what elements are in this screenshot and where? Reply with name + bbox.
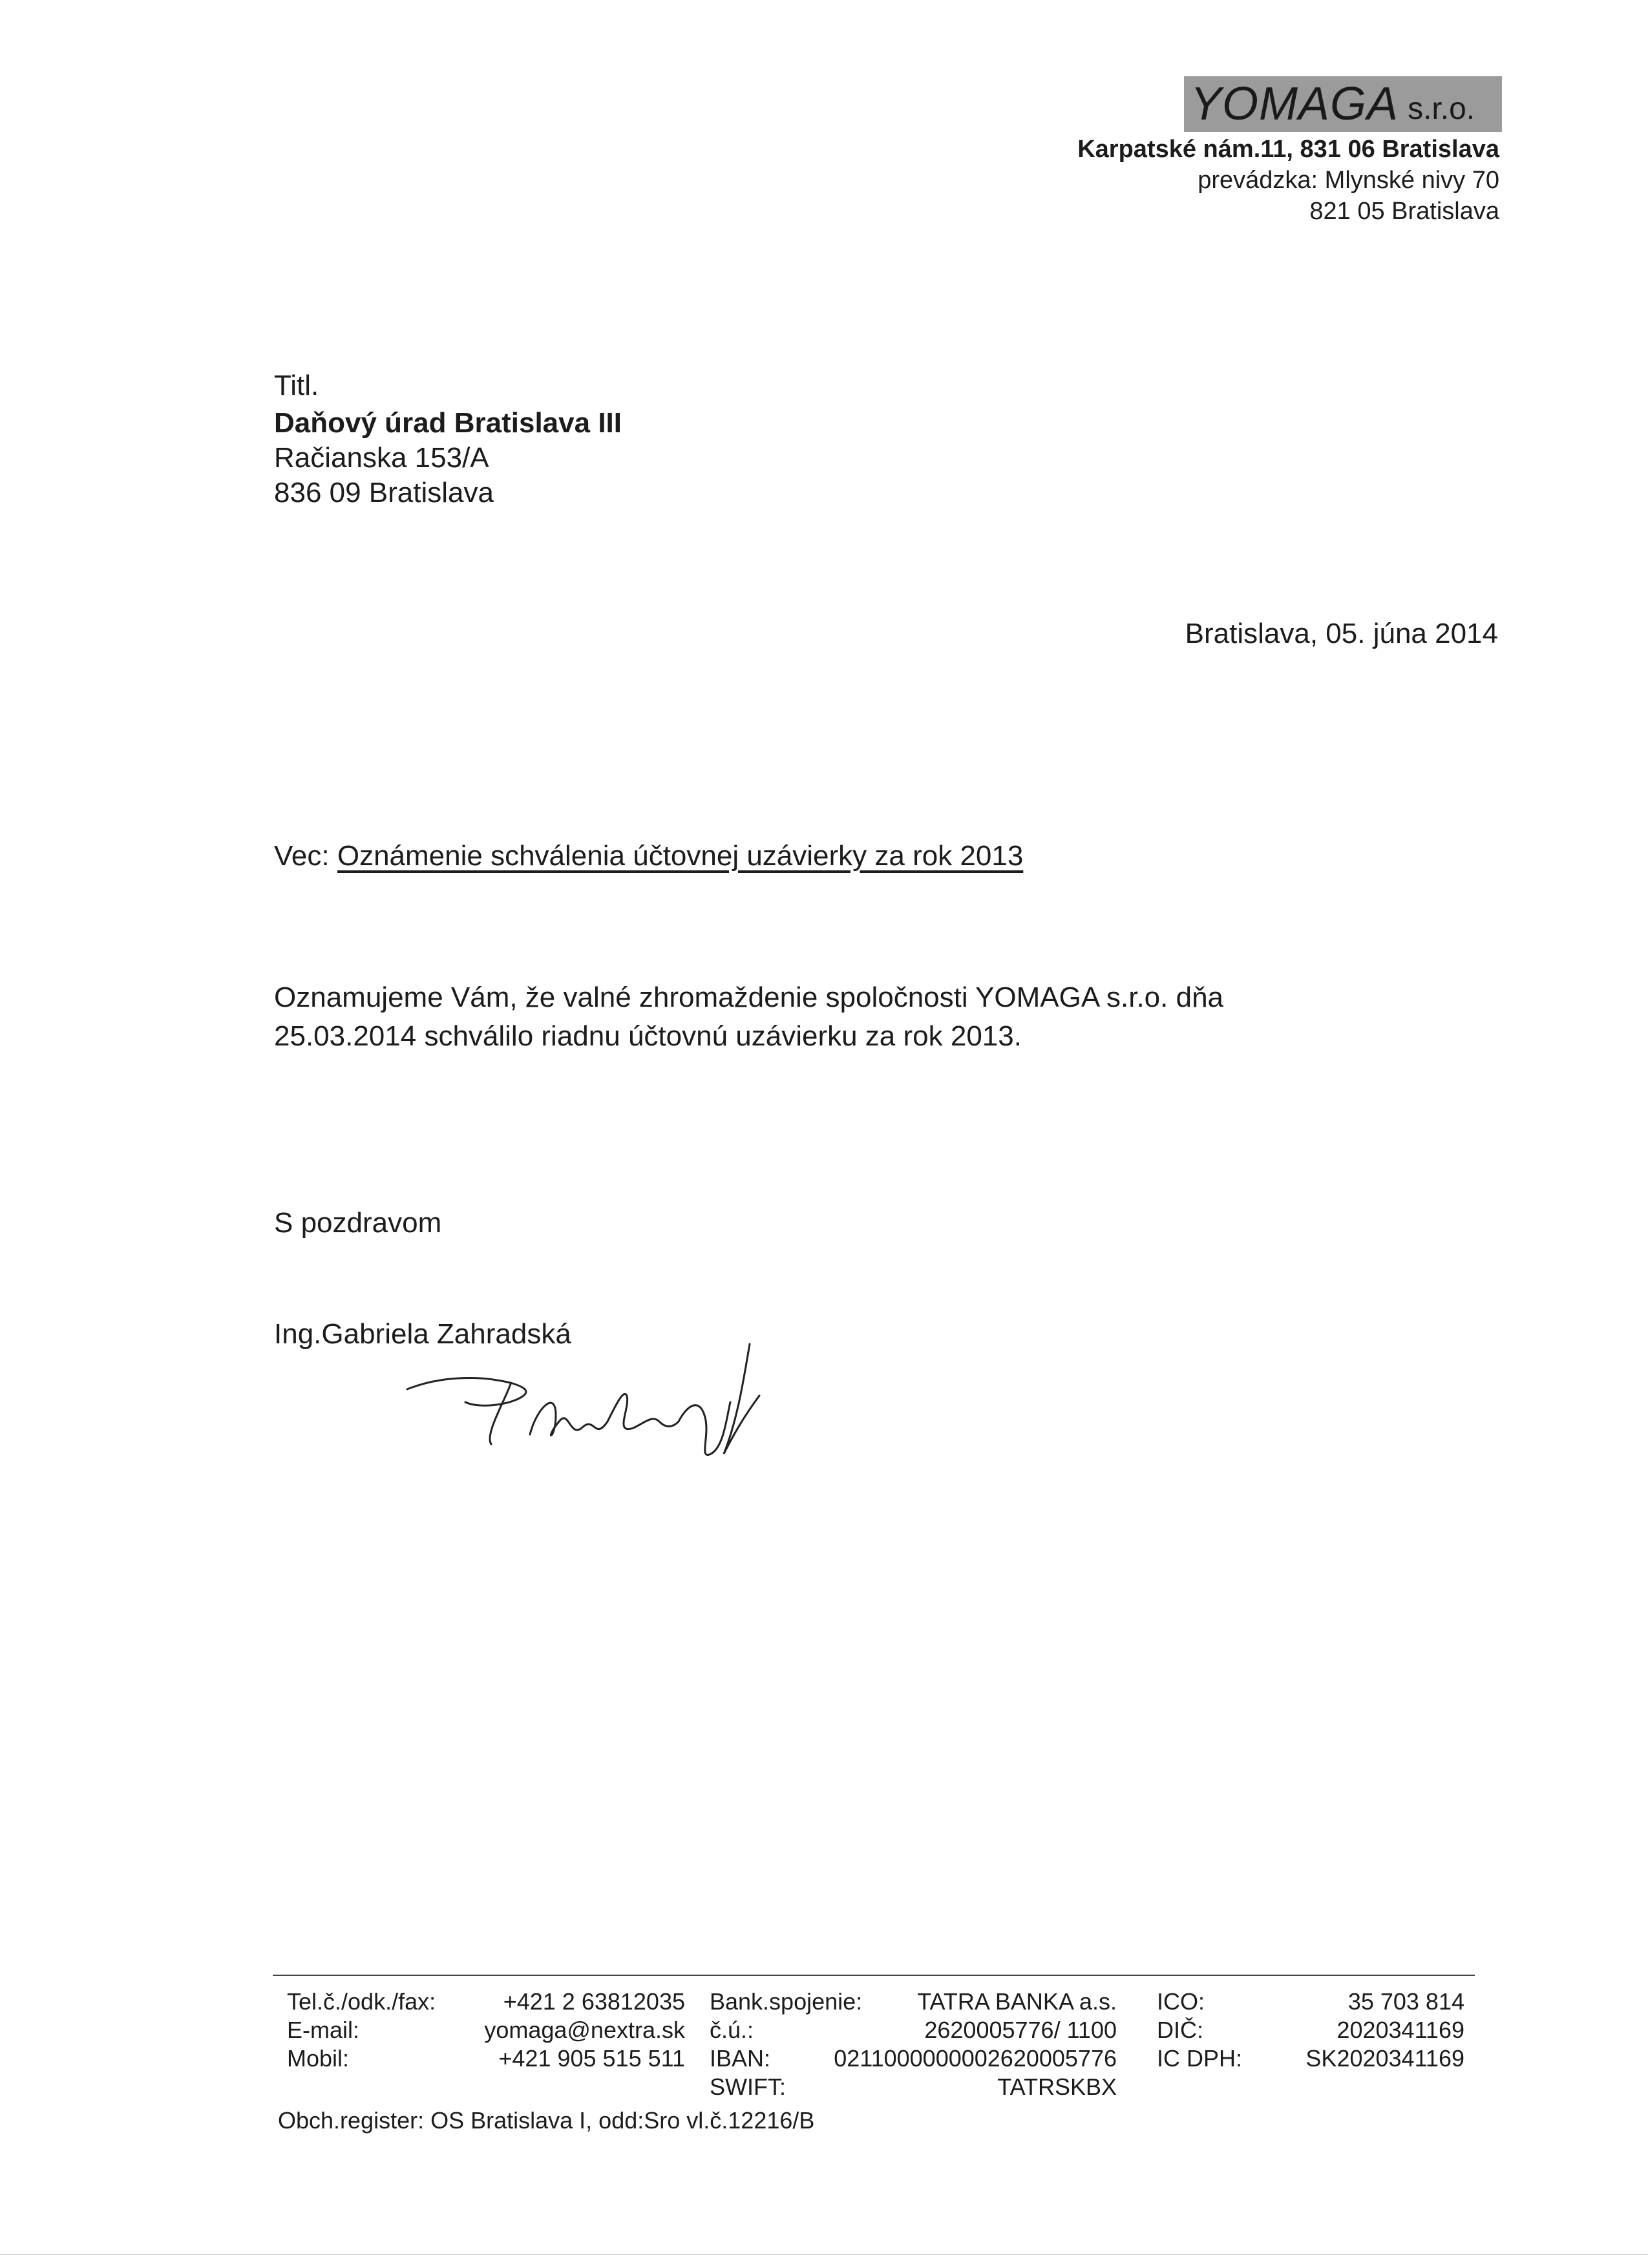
sender-address-line: prevádzka: Mlynské nivy 70 (1198, 167, 1499, 194)
footer-iban-value: 0211000000002620005776 (834, 2045, 1117, 2072)
footer-icdph-label: IC DPH: (1157, 2045, 1243, 2072)
footer-icdph-value: SK2020341169 (1305, 2045, 1464, 2072)
signer-name: Ing.Gabriela Zahradská (274, 1318, 571, 1350)
footer-dic-label: DIČ: (1157, 2017, 1203, 2043)
footer-email-value: yomaga@nextra.sk (484, 2017, 685, 2043)
footer-bank-label: Bank.spojenie: (710, 1988, 863, 2015)
footer-ico-label: ICO: (1157, 1988, 1205, 2015)
logo-name: YOMAGA (1190, 78, 1399, 130)
company-logo (1184, 76, 1502, 132)
footer-mobile-label: Mobil: (287, 2045, 350, 2072)
sender-address-line: Karpatské nám.11, 831 06 Bratislava (1077, 136, 1499, 163)
body-line: 25.03.2014 schválilo riadnu účtovnú uzávierku za rok 2013. (274, 1020, 1022, 1052)
footer-phone-label: Tel.č./odk./fax: (287, 1988, 436, 2015)
footer-email-label: E-mail: (287, 2017, 360, 2043)
recipient-street: Račianska 153/A (274, 442, 489, 474)
letter-body (274, 978, 1386, 1056)
footer-divider (273, 1975, 1475, 1976)
letter-date: Bratislava, 05. júna 2014 (1185, 618, 1498, 649)
footer-account-value: 2620005776/ 1100 (924, 2017, 1117, 2043)
recipient-name: Daňový úrad Bratislava III (274, 407, 622, 439)
handwritten-signature (401, 1331, 801, 1480)
page-bottom-edge (0, 2254, 1648, 2255)
recipient-city: 836 09 Bratislava (274, 477, 494, 509)
closing-greeting: S pozdravom (274, 1207, 442, 1239)
footer-register (278, 2106, 814, 2135)
recipient-salutation: Titl. (274, 370, 319, 401)
footer-mobile-value: +421 905 515 511 (498, 2045, 685, 2072)
subject-label: Vec: (274, 840, 330, 872)
footer-iban-label: IBAN: (710, 2045, 771, 2072)
subject-text: Oznámenie schválenia účtovnej uzávierky za rok 2013 (337, 840, 1024, 872)
footer-phone-value: +421 2 63812035 (503, 1988, 685, 2015)
footer-ico-value: 35 703 814 (1347, 1988, 1464, 2015)
body-line: Oznamujeme Vám, že valné zhromaždenie spoločnosti YOMAGA s.r.o. dňa (274, 982, 1224, 1013)
footer-swift-label: SWIFT: (710, 2074, 786, 2100)
subject-line (274, 840, 1023, 872)
footer-register-value: Sro vl.č.12216/B (644, 2107, 815, 2134)
footer-register-label: Obch.register: OS Bratislava I, odd: (278, 2107, 644, 2134)
footer-swift-value: TATRSKBX (997, 2074, 1117, 2100)
footer-bank-value: TATRA BANKA a.s. (917, 1988, 1117, 2015)
sender-address-line: 821 05 Bratislava (1309, 198, 1499, 225)
footer-account-label: č.ú.: (710, 2017, 754, 2043)
footer-dic-value: 2020341169 (1336, 2017, 1464, 2043)
logo-suffix: s.r.o. (1408, 92, 1475, 126)
